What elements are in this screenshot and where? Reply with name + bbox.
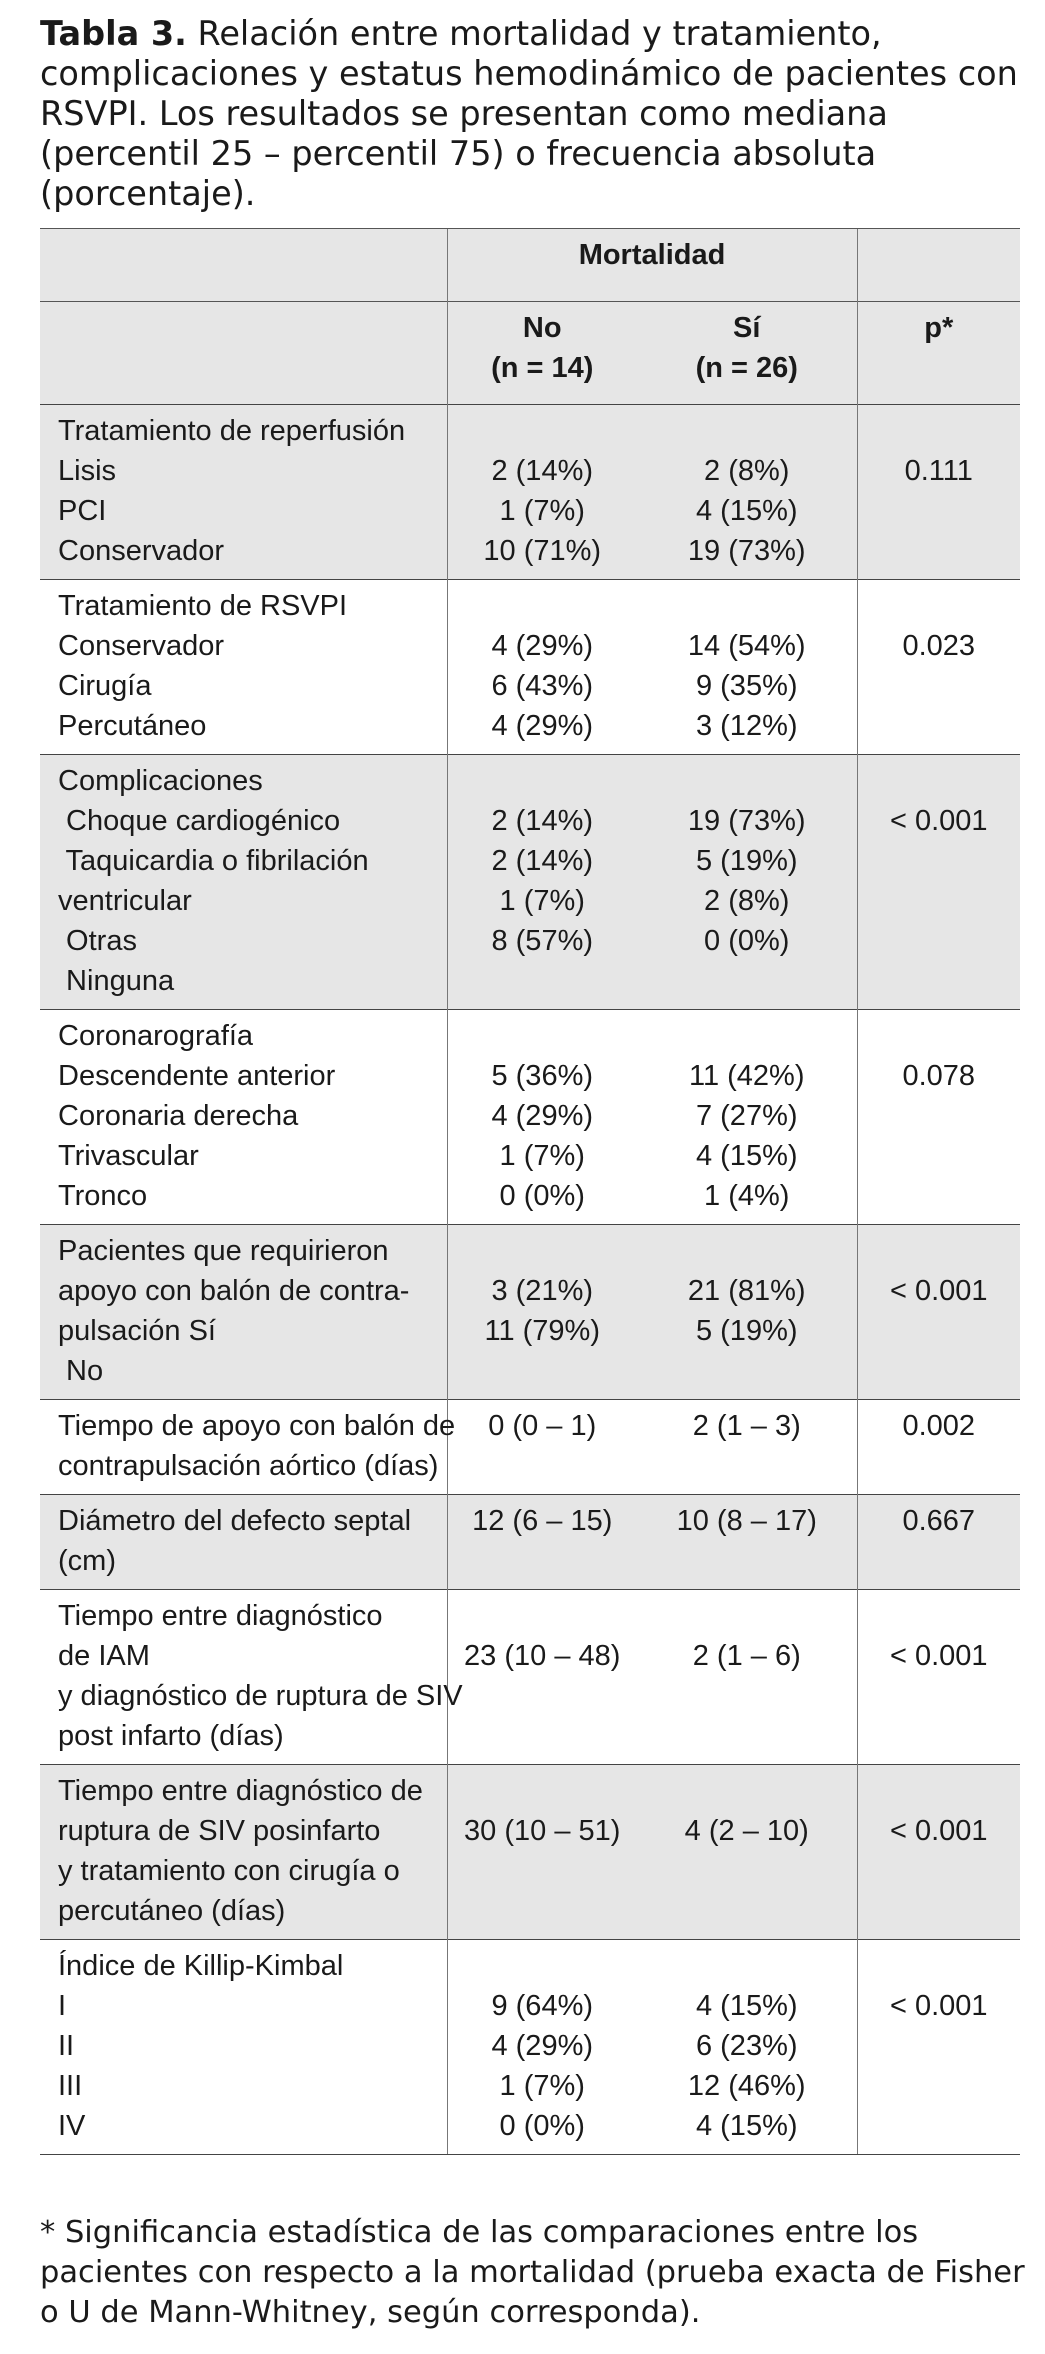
- cell-line: 6 (43%): [491, 670, 594, 702]
- cell-p: [857, 1010, 1020, 1225]
- table-body: [40, 229, 1020, 2155]
- header-col-no: [447, 302, 637, 405]
- cell-line: III: [58, 2070, 83, 2102]
- cell-line: Pacientes que requirieron: [58, 1235, 389, 1267]
- cell-line: [452, 411, 634, 451]
- table-row: [40, 1590, 1020, 1765]
- header-col-si: [637, 302, 857, 405]
- cell-line: [641, 1771, 853, 1811]
- cell-line: [862, 761, 1017, 801]
- cell-line: [862, 411, 1017, 451]
- cell-si: [637, 1010, 857, 1225]
- header-empty-label: [40, 302, 447, 405]
- cell-line: Trivascular: [58, 1140, 199, 1172]
- cell-line: [641, 1596, 853, 1636]
- table-row: [40, 1010, 1020, 1225]
- cell-line: 14 (54%): [687, 630, 806, 662]
- cell-si: [637, 1400, 857, 1495]
- cell-line: [641, 1946, 853, 1986]
- cell-line: contrapulsación aórtico (días): [58, 1450, 439, 1482]
- cell-line: [452, 1016, 634, 1056]
- cell-line: 7 (27%): [695, 1100, 798, 1132]
- cell-line: 2 (14%): [491, 805, 594, 837]
- table-row: [40, 1940, 1020, 2155]
- table-row: [40, 1765, 1020, 1940]
- table-row: [40, 405, 1020, 580]
- cell-line: ventricular: [58, 885, 192, 917]
- cell-line: post infarto (días): [58, 1720, 284, 1752]
- cell-line: [641, 411, 853, 451]
- table-caption: [40, 14, 1020, 214]
- header-row-group: [40, 229, 1020, 302]
- cell-line: 10 (8 – 17): [676, 1505, 817, 1537]
- cell-no: [447, 1400, 637, 1495]
- caption-label: Tabla 3.: [40, 14, 187, 53]
- cell-line: [641, 761, 853, 801]
- cell-line: Índice de Killip-Kimbal: [58, 1950, 344, 1982]
- cell-line: 2 (1 – 6): [692, 1640, 801, 1672]
- cell-si: [637, 580, 857, 755]
- cell-p: [857, 405, 1020, 580]
- cell-line: 9 (35%): [695, 670, 798, 702]
- cell-line: Otras: [58, 925, 137, 957]
- cell-si: [637, 1765, 857, 1940]
- cell-line: 11 (42%): [688, 1060, 805, 1092]
- cell-line: 3 (21%): [491, 1275, 594, 1307]
- cell-line: Conservador: [58, 535, 225, 567]
- cell-line: 23 (10 – 48): [464, 1640, 621, 1672]
- cell-line: 0.078: [902, 1060, 976, 1092]
- table-row: [40, 1225, 1020, 1400]
- cell-line: [641, 586, 853, 626]
- cell-si: [637, 1225, 857, 1400]
- cell-line: 12 (46%): [687, 2070, 806, 2102]
- cell-line: 1 (7%): [499, 495, 585, 527]
- cell-line: Ninguna: [58, 965, 175, 997]
- cell-p: [857, 755, 1020, 1010]
- cell-label: [40, 755, 447, 1010]
- cell-label: [40, 1225, 447, 1400]
- cell-line: Lisis: [58, 455, 117, 487]
- cell-line: 4 (15%): [695, 495, 798, 527]
- cell-line: [452, 1231, 634, 1271]
- cell-line: Descendente anterior: [58, 1060, 336, 1092]
- cell-line: Conservador: [58, 630, 225, 662]
- cell-line: 9 (64%): [491, 1990, 594, 2022]
- cell-line: 5 (19%): [695, 1315, 798, 1347]
- cell-line: No: [58, 1355, 104, 1387]
- cell-line: y diagnóstico de ruptura de SIV: [58, 1680, 463, 1712]
- header-col-si-label: Sí: [733, 312, 761, 344]
- cell-line: 5 (36%): [491, 1060, 594, 1092]
- cell-line: 4 (15%): [695, 1140, 798, 1172]
- table-row: [40, 755, 1020, 1010]
- cell-line: Coronaria derecha: [58, 1100, 299, 1132]
- cell-line: pulsación Sí: [58, 1315, 216, 1347]
- cell-si: [637, 755, 857, 1010]
- header-col-no-label: No: [522, 312, 562, 344]
- table-row: [40, 1400, 1020, 1495]
- cell-line: 4 (2 – 10): [684, 1815, 809, 1847]
- cell-line: [452, 1946, 634, 1986]
- cell-line: 2 (8%): [704, 455, 790, 487]
- cell-line: Coronarografía: [58, 1020, 254, 1052]
- cell-line: [641, 1231, 853, 1271]
- cell-line: < 0.001: [889, 1815, 988, 1847]
- cell-line: 3 (12%): [695, 710, 798, 742]
- cell-line: 8 (57%): [491, 925, 594, 957]
- cell-label: [40, 405, 447, 580]
- cell-line: I: [58, 1990, 67, 2022]
- cell-label: [40, 1495, 447, 1590]
- cell-no: [447, 1010, 637, 1225]
- cell-line: 0 (0 – 1): [488, 1410, 597, 1442]
- header-col-no-n: (n = 14): [491, 352, 594, 384]
- cell-line: [452, 586, 634, 626]
- header-col-si-n: (n = 26): [695, 352, 798, 384]
- table-row: [40, 1495, 1020, 1590]
- table-row: [40, 580, 1020, 755]
- cell-line: 4 (29%): [491, 710, 594, 742]
- cell-line: Diámetro del defecto septal: [58, 1505, 412, 1537]
- cell-line: 1 (4%): [704, 1180, 790, 1212]
- cell-label: [40, 1940, 447, 2155]
- cell-line: 0 (0%): [499, 1180, 585, 1212]
- cell-line: < 0.001: [889, 1990, 988, 2022]
- cell-line: 1 (7%): [499, 2070, 585, 2102]
- cell-line: 2 (14%): [491, 845, 594, 877]
- cell-line: [641, 1016, 853, 1056]
- cell-line: 4 (29%): [491, 2030, 594, 2062]
- cell-line: ruptura de SIV posinfarto: [58, 1815, 381, 1847]
- cell-line: [862, 1771, 1017, 1811]
- header-col-p: p*: [857, 302, 1020, 405]
- cell-line: 4 (29%): [491, 1100, 594, 1132]
- cell-no: [447, 1940, 637, 2155]
- cell-line: 0 (0%): [499, 2110, 585, 2142]
- cell-label: [40, 1765, 447, 1940]
- cell-line: Tiempo entre diagnóstico de: [58, 1775, 423, 1807]
- cell-line: 4 (29%): [491, 630, 594, 662]
- cell-p: [857, 1495, 1020, 1590]
- cell-line: < 0.001: [889, 1640, 988, 1672]
- cell-line: IV: [58, 2110, 86, 2142]
- cell-line: 0 (0%): [704, 925, 790, 957]
- cell-p: [857, 1765, 1020, 1940]
- cell-si: [637, 1590, 857, 1765]
- cell-line: 4 (15%): [695, 2110, 798, 2142]
- cell-line: [452, 761, 634, 801]
- cell-line: 0.111: [904, 455, 973, 487]
- cell-line: < 0.001: [889, 805, 988, 837]
- cell-line: < 0.001: [889, 1275, 988, 1307]
- header-empty-cell: [40, 229, 447, 302]
- cell-line: 19 (73%): [687, 535, 806, 567]
- results-table: [40, 228, 1020, 2155]
- cell-line: 0.023: [902, 630, 976, 662]
- cell-line: (cm): [58, 1545, 116, 1577]
- cell-line: 12 (6 – 15): [472, 1505, 613, 1537]
- cell-line: Tiempo de apoyo con balón de: [58, 1410, 456, 1442]
- cell-line: percutáneo (días): [58, 1895, 286, 1927]
- cell-p: [857, 580, 1020, 755]
- cell-line: 10 (71%): [483, 535, 602, 567]
- cell-line: II: [58, 2030, 75, 2062]
- cell-line: y tratamiento con cirugía o: [58, 1855, 400, 1887]
- cell-si: [637, 1495, 857, 1590]
- cell-label: [40, 580, 447, 755]
- cell-line: [452, 1596, 634, 1636]
- cell-label: [40, 1590, 463, 1765]
- cell-line: 2 (14%): [491, 455, 594, 487]
- cell-line: de IAM: [58, 1640, 150, 1672]
- cell-p: [857, 1940, 1020, 2155]
- cell-no: [447, 1495, 637, 1590]
- cell-line: Tronco: [58, 1180, 148, 1212]
- table-footnote: * Significancia estadística de las comparaciones entre los pacientes con respecto a la mortalidad (prueba exacta de Fisher o U de Mann-Whitney, según corresponda).: [40, 2215, 1025, 2330]
- cell-line: 21 (81%): [687, 1275, 806, 1307]
- cell-line: 1 (7%): [499, 885, 585, 917]
- cell-line: 2 (1 – 3): [692, 1410, 801, 1442]
- cell-line: Complicaciones: [58, 765, 263, 797]
- cell-label: [40, 1010, 447, 1225]
- cell-label: [40, 1400, 456, 1495]
- cell-line: [862, 1231, 1017, 1271]
- cell-line: 4 (15%): [695, 1990, 798, 2022]
- caption-text: Relación entre mortalidad y tratamiento, complicaciones y estatus hemodinámico de pacientes con RSVPI. Los resultados se presentan como mediana (percentil 25 – percentil 75) o frecuencia absoluta (porcentaje).: [40, 14, 1018, 213]
- cell-no: [447, 405, 637, 580]
- cell-line: 19 (73%): [687, 805, 806, 837]
- cell-line: Tratamiento de RSVPI: [58, 590, 348, 622]
- cell-line: 2 (8%): [704, 885, 790, 917]
- cell-line: Tratamiento de reperfusión: [58, 415, 406, 447]
- header-empty-p: [857, 229, 1020, 302]
- cell-line: 0.667: [902, 1505, 976, 1537]
- cell-no: [447, 1590, 637, 1765]
- header-mortalidad: Mortalidad: [447, 229, 857, 302]
- cell-line: 0.002: [902, 1410, 976, 1442]
- cell-line: Percutáneo: [58, 710, 207, 742]
- cell-line: 5 (19%): [695, 845, 798, 877]
- cell-line: [862, 1596, 1017, 1636]
- cell-line: 30 (10 – 51): [464, 1815, 621, 1847]
- cell-no: [447, 580, 637, 755]
- cell-p: [857, 1400, 1020, 1495]
- cell-line: [452, 1771, 634, 1811]
- cell-line: [862, 1016, 1017, 1056]
- cell-line: Tiempo entre diagnóstico: [58, 1600, 383, 1632]
- cell-line: 11 (79%): [484, 1315, 601, 1347]
- cell-line: [862, 1946, 1017, 1986]
- cell-no: [447, 1225, 637, 1400]
- cell-si: [637, 405, 857, 580]
- cell-line: 6 (23%): [695, 2030, 798, 2062]
- cell-line: PCI: [58, 495, 107, 527]
- header-row-columns: [40, 302, 1020, 405]
- cell-line: Choque cardiogénico: [58, 805, 341, 837]
- cell-si: [637, 1940, 857, 2155]
- cell-line: [862, 586, 1017, 626]
- cell-no: [447, 1765, 637, 1940]
- cell-line: Cirugía: [58, 670, 152, 702]
- cell-line: Taquicardia o fibrilación: [58, 845, 369, 877]
- cell-p: [857, 1225, 1020, 1400]
- cell-line: apoyo con balón de contra-: [58, 1275, 410, 1307]
- cell-line: 1 (7%): [499, 1140, 585, 1172]
- cell-no: [447, 755, 637, 1010]
- cell-p: [857, 1590, 1020, 1765]
